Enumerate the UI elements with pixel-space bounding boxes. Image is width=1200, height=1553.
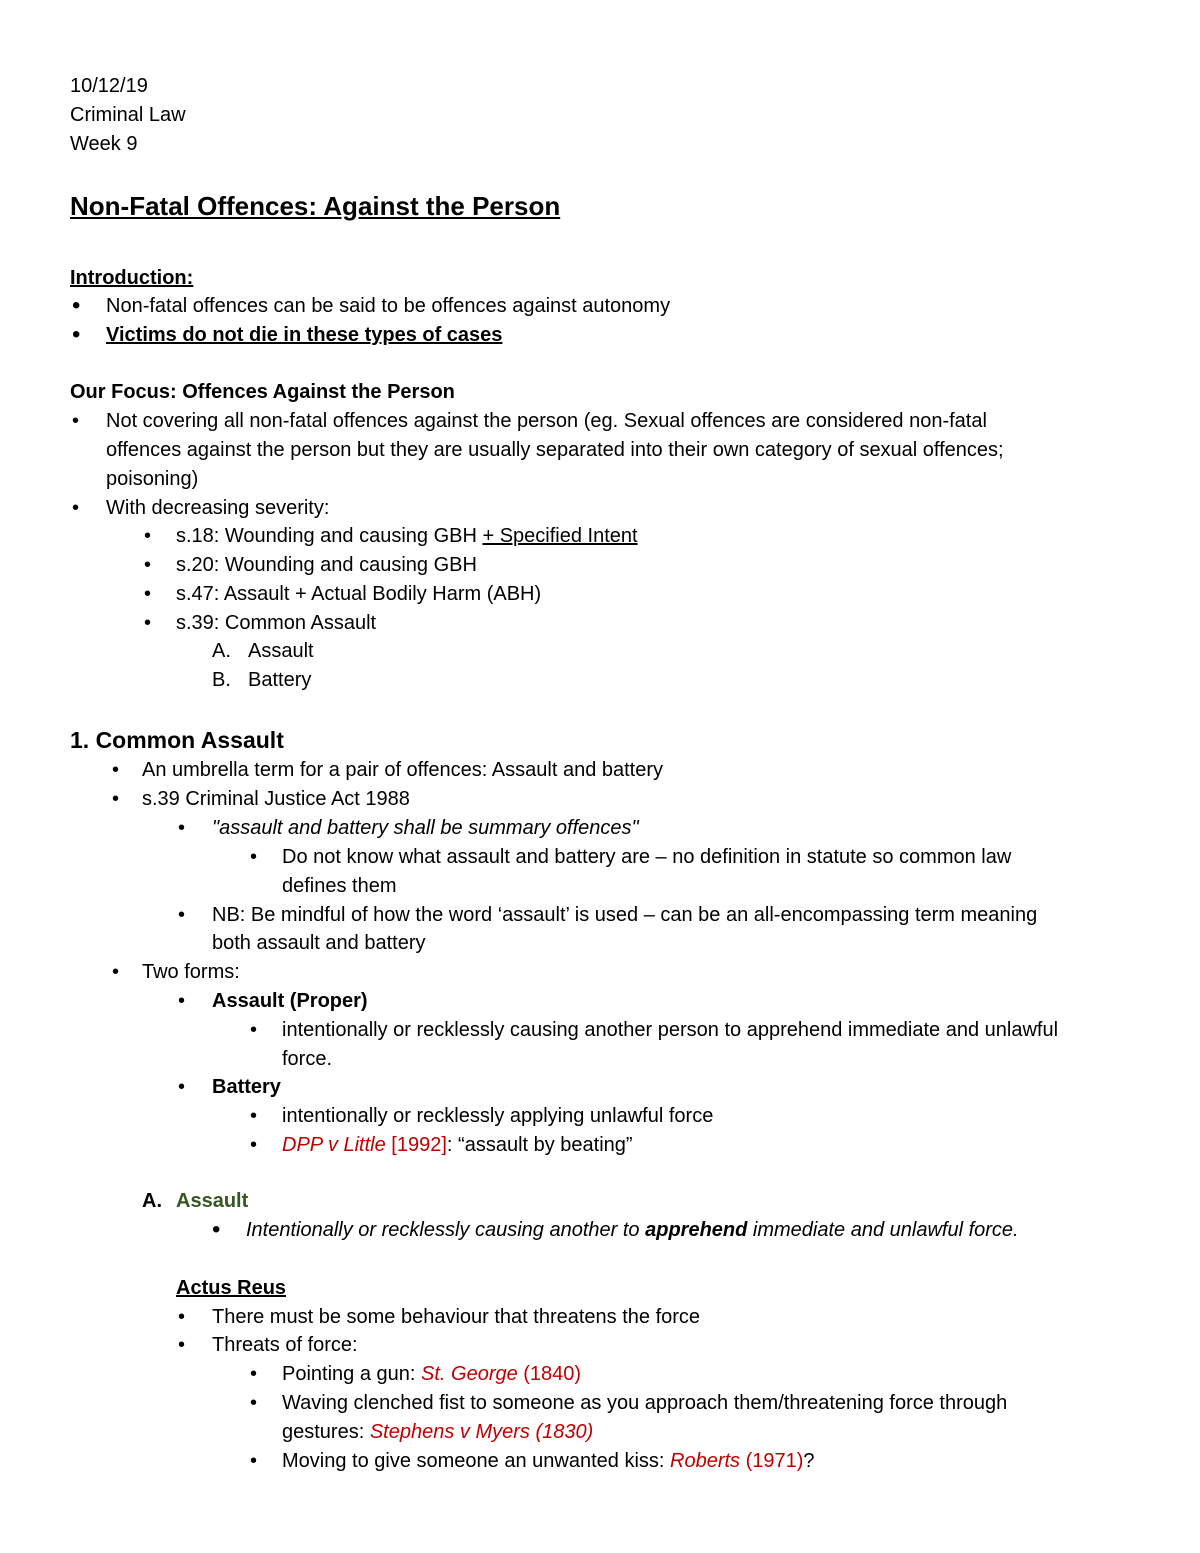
bullet-icon: •: [178, 1306, 186, 1328]
section-a-heading: Assault: [176, 1190, 249, 1212]
bullet-icon: •: [250, 1105, 258, 1127]
fist-case: Stephens v Myers (1830): [369, 1421, 594, 1443]
focus-item-1-line-2: offences against the person but they are usually separated into their own category of sexual offences;: [106, 439, 1004, 461]
intro-heading: Introduction:: [70, 267, 194, 289]
date: 10/12/19: [70, 75, 148, 97]
gun-year: (1840): [517, 1363, 582, 1385]
common-assault-heading: 1. Common Assault: [70, 727, 284, 753]
list-marker-b: B.: [212, 669, 231, 691]
bullet-icon: •: [178, 1334, 186, 1356]
s18-item: [176, 522, 638, 550]
bullet-icon: •: [144, 612, 152, 634]
bullet-icon: •: [250, 1019, 258, 1041]
list-marker-a: A.: [212, 640, 231, 662]
s18-intent: + Specified Intent: [482, 525, 638, 547]
common-line-4a: Do not know what assault and battery are – no definition in statute so common law: [282, 846, 1012, 868]
common-line-5a: NB: Be mindful of how the word ‘assault’ is used – can be an all-encompassing term meaning: [212, 904, 1038, 926]
intro-item-1: Non-fatal offences can be said to be offences against autonomy: [106, 295, 671, 317]
dpp-case-line: [282, 1131, 633, 1159]
gun-line: [282, 1360, 581, 1388]
bullet-icon: •: [178, 990, 186, 1012]
assault-proper-def-b: force.: [282, 1048, 333, 1070]
gun-case: St. George: [421, 1363, 518, 1385]
focus-heading: Our Focus: Offences Against the Person: [70, 381, 455, 403]
bullet-icon: •: [250, 1134, 258, 1156]
intro-item-2: Victims do not die in these types of cases: [106, 324, 503, 346]
s47-item: s.47: Assault + Actual Bodily Harm (ABH): [176, 583, 542, 605]
assault-definition: [246, 1216, 1019, 1244]
section-a-marker: A.: [142, 1190, 162, 1212]
s39-battery: Battery: [248, 669, 312, 691]
bullet-icon: •: [144, 583, 152, 605]
bullet-icon: •: [112, 788, 120, 810]
bullet-icon: •: [178, 1076, 186, 1098]
s39-item: s.39: Common Assault: [176, 612, 377, 634]
bullet-icon: •: [212, 1216, 221, 1243]
fist-line-a: Waving clenched fist to someone as you approach them/threatening force through: [282, 1392, 1008, 1414]
course-name: Criminal Law: [70, 104, 186, 126]
bullet-icon: •: [178, 817, 186, 839]
kiss-case: Roberts: [670, 1450, 741, 1472]
bullet-icon: •: [72, 292, 81, 319]
case-name: DPP v Little: [282, 1134, 386, 1156]
def-post: immediate and unlawful force.: [747, 1219, 1019, 1241]
gun-text: Pointing a gun:: [282, 1363, 421, 1385]
bullet-icon: •: [250, 846, 258, 868]
bullet-icon: •: [250, 1363, 258, 1385]
bullet-icon: •: [72, 321, 81, 348]
page-title: Non-Fatal Offences: Against the Person: [70, 191, 561, 221]
bullet-icon: •: [72, 410, 80, 432]
case-quote: : “assault by beating”: [446, 1134, 633, 1156]
bullet-icon: •: [178, 904, 186, 926]
bullet-icon: •: [250, 1392, 258, 1414]
common-line-5b: both assault and battery: [212, 932, 426, 954]
bullet-icon: •: [72, 497, 80, 519]
bullet-icon: •: [250, 1450, 258, 1472]
bullet-icon: •: [112, 759, 120, 781]
statute-quote: "assault and battery shall be summary offences": [212, 817, 639, 839]
bullet-icon: •: [112, 961, 120, 983]
s39-assault: Assault: [248, 640, 314, 662]
fist-text: gestures:: [282, 1421, 370, 1443]
kiss-text: Moving to give someone an unwanted kiss:: [282, 1450, 670, 1472]
battery-def: intentionally or recklessly applying unlawful force: [282, 1105, 714, 1127]
case-year: [1992]: [385, 1134, 447, 1156]
actus-line-1: There must be some behaviour that threatens the force: [212, 1306, 701, 1328]
focus-item-2: With decreasing severity:: [106, 497, 330, 519]
common-line-1: An umbrella term for a pair of offences: Assault and battery: [142, 759, 664, 781]
s18-text: s.18: Wounding and causing GBH: [176, 525, 483, 547]
week-label: Week 9: [70, 133, 138, 155]
kiss-year: (1971): [740, 1450, 804, 1472]
two-forms: Two forms:: [142, 961, 240, 983]
focus-item-1-line-3: poisoning): [106, 468, 199, 490]
kiss-line: [282, 1447, 815, 1475]
battery-label: Battery: [212, 1076, 281, 1098]
bullet-icon: •: [144, 525, 152, 547]
common-line-4b: defines them: [282, 875, 397, 897]
def-apprehend: apprehend: [645, 1219, 748, 1241]
assault-proper-def-a: intentionally or recklessly causing another person to apprehend immediate and unlawful: [282, 1019, 1059, 1041]
actus-line-2: Threats of force:: [212, 1334, 358, 1356]
bullet-icon: •: [144, 554, 152, 576]
focus-item-1-line-1: Not covering all non-fatal offences against the person (eg. Sexual offences are considered non-fatal: [106, 410, 987, 432]
actus-reus-heading: Actus Reus: [176, 1277, 287, 1299]
common-line-2: s.39 Criminal Justice Act 1988: [142, 788, 410, 810]
s20-item: s.20: Wounding and causing GBH: [176, 554, 477, 576]
def-pre: Intentionally or recklessly causing another to: [246, 1219, 646, 1241]
kiss-question: ?: [803, 1450, 815, 1472]
assault-proper-label: Assault (Proper): [212, 990, 368, 1012]
fist-line-b: [282, 1418, 593, 1446]
